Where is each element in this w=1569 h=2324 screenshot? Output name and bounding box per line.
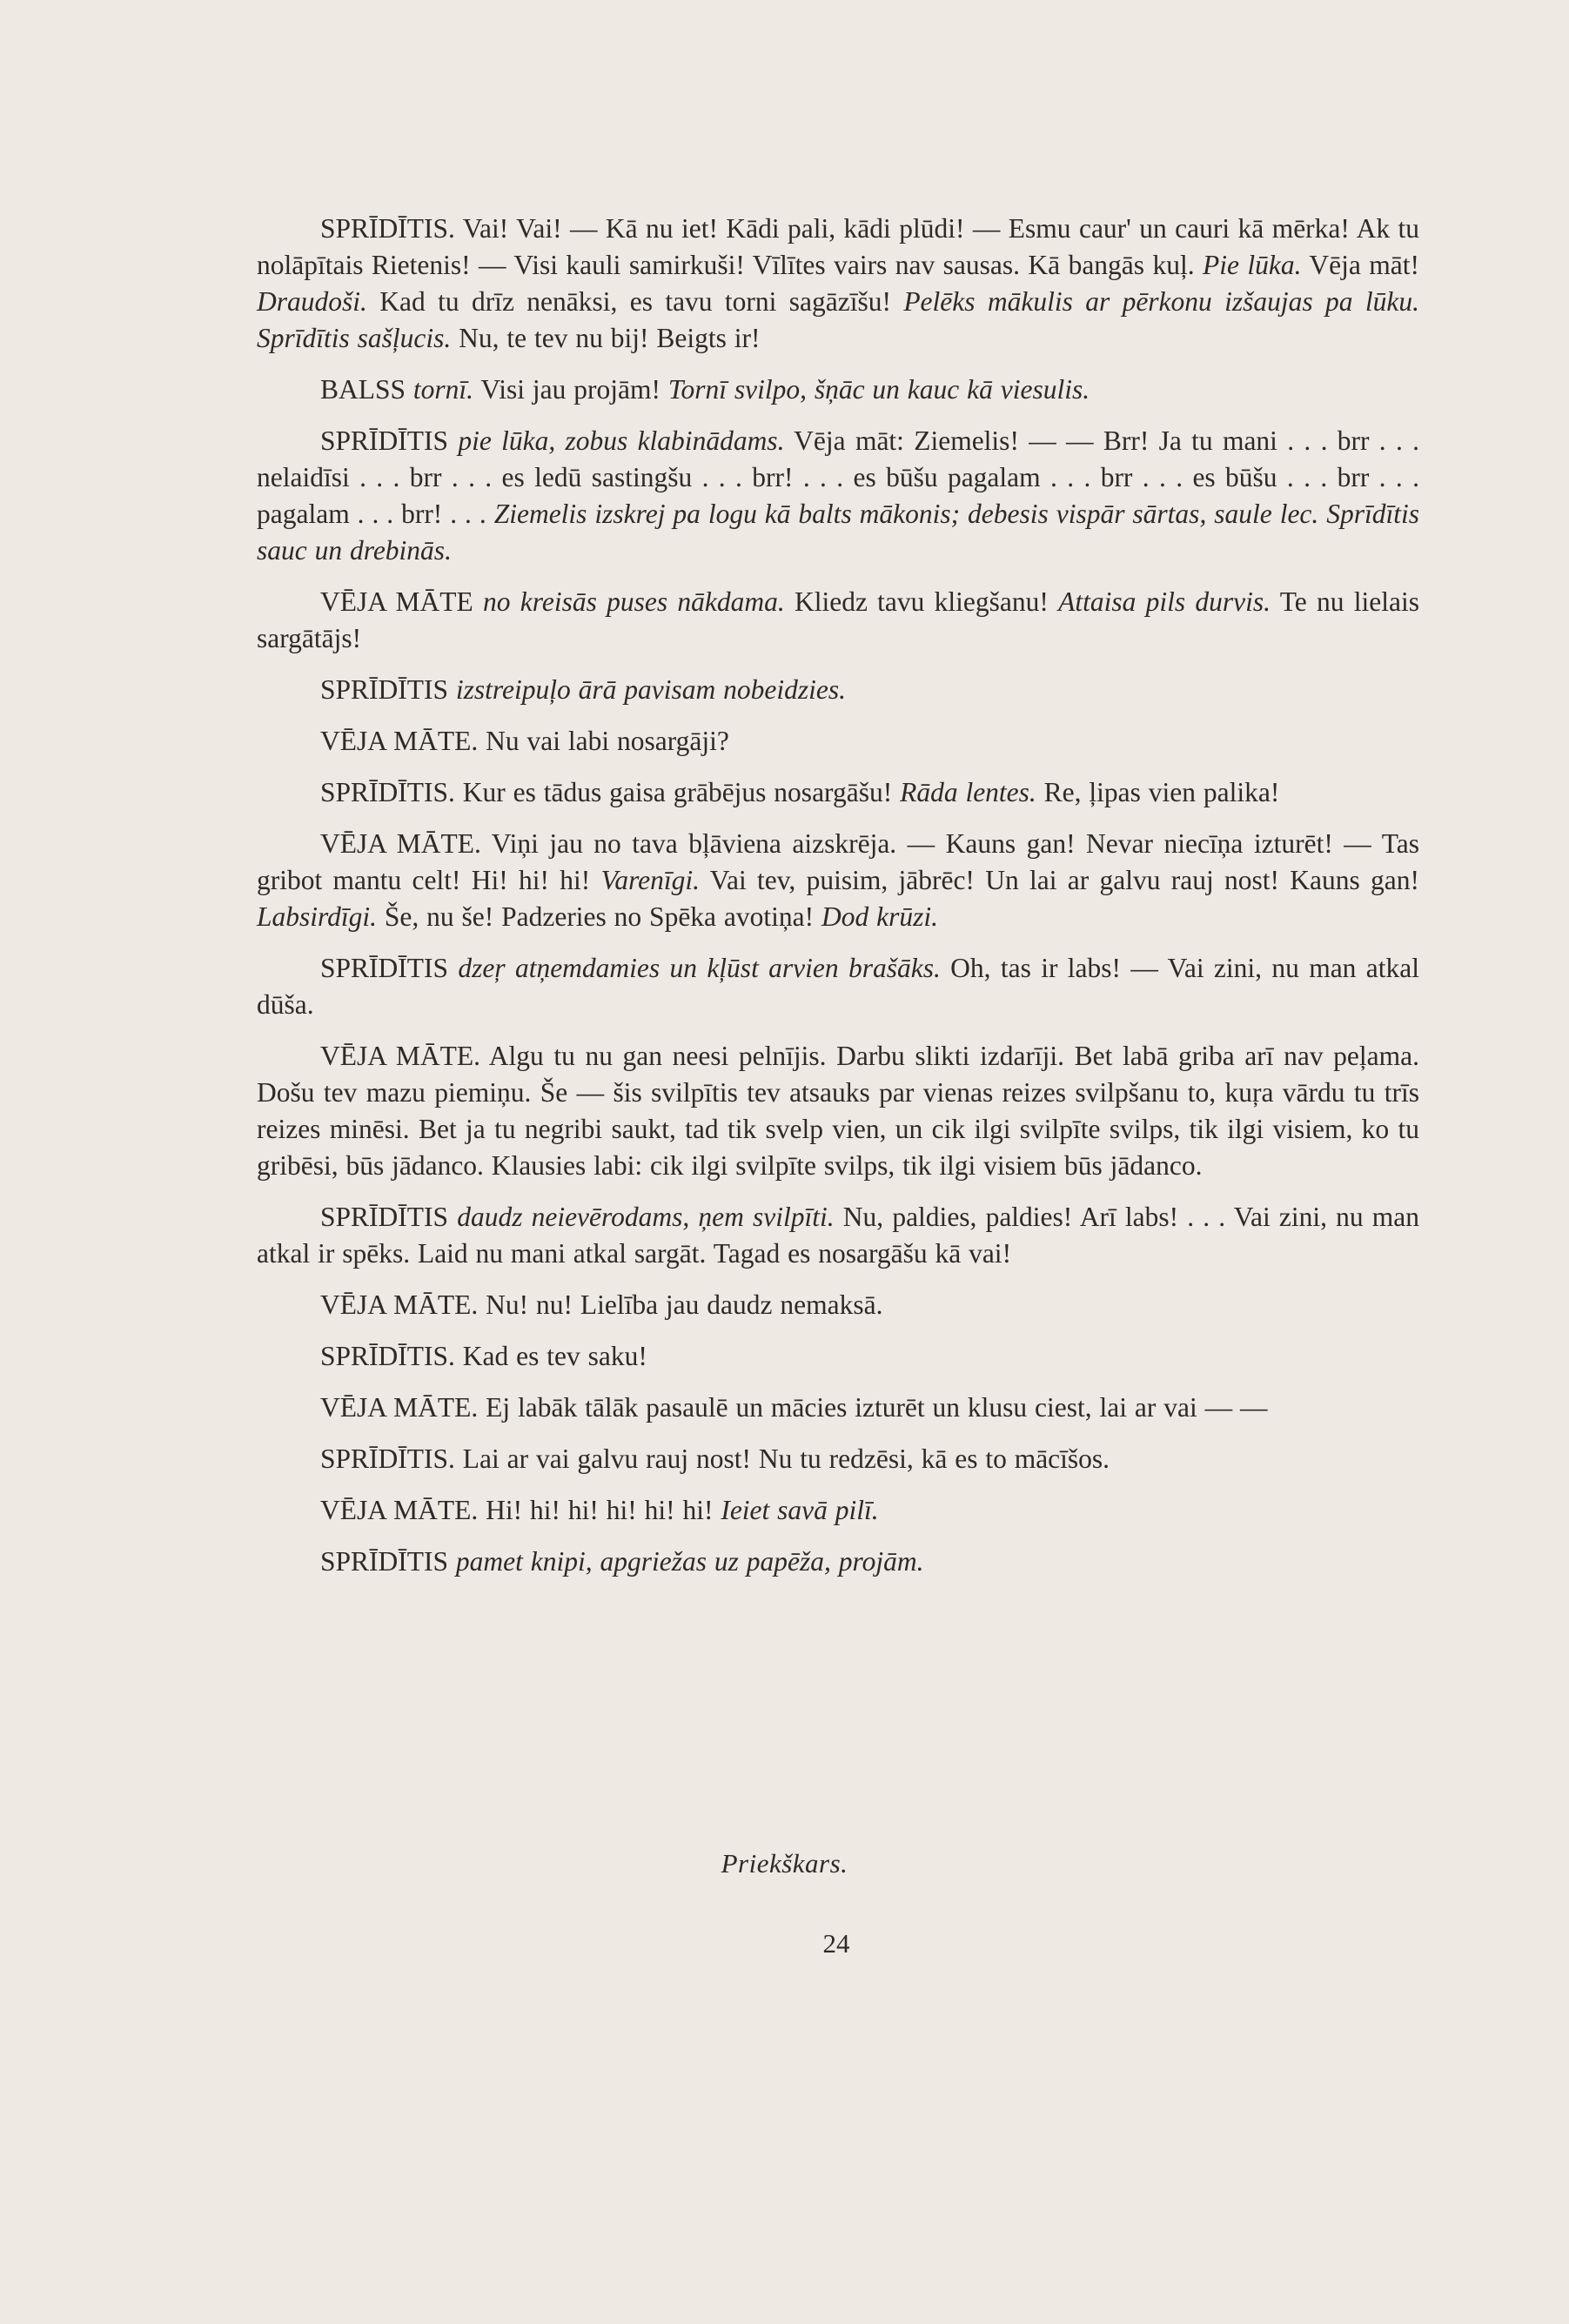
- stage-direction: Dod krūzi.: [821, 901, 938, 932]
- dialogue-text: Vai tev, puisim, jābrēc! Un lai ar galvu rauj nost! Kauns gan!: [700, 865, 1419, 895]
- dialogue-text: VĒJA MĀTE. Algu tu nu gan neesi pelnījis. Darbu slikti izdarīji. Bet labā griba arī nav peļama. Došu tev mazu piemiņu. Še — šis svilpītis tev atsauks par vienas reizes svilpšanu to, kuŗa vārdu tu trīs reizes minēsi. Bet ja tu negribi saukt, tad tik svelp vien, un cik ilgi svilpīte svilps, tik ilgi visiem, ko tu gribēsi, būs jādanco. Klausies labi: cik ilgi svilpīte svilps, tik ilgi visiem būs jādanco.: [257, 1041, 1419, 1181]
- paragraph: [257, 584, 1419, 657]
- closing-text: Priekškars.: [721, 1848, 848, 1879]
- page-number: 24: [822, 1928, 850, 1959]
- closing-stage-direction: [0, 1848, 1569, 1879]
- dialogue-text: Še, nu še! Padzeries no Spēka avotiņa!: [377, 901, 821, 932]
- paragraph: [257, 1441, 1419, 1477]
- dialogue-text: VĒJA MĀTE. Nu vai labi nosargāji?: [320, 726, 729, 756]
- stage-direction: izstreipuļo ārā pavisam nobeidzies.: [455, 674, 846, 705]
- stage-direction: no kreisās puses nākdama.: [483, 586, 785, 617]
- paragraph: [257, 372, 1419, 408]
- paragraph: [257, 774, 1419, 811]
- stage-direction: tornī.: [412, 374, 474, 405]
- paragraph: [257, 826, 1419, 935]
- stage-direction: dzeŗ atņemdamies un kļūst arvien brašāks.: [458, 953, 941, 983]
- dialogue-text: SPRĪDĪTIS: [320, 674, 456, 705]
- paragraph: [257, 1492, 1419, 1529]
- dialogue-text: BALSS: [320, 374, 413, 405]
- dialogue-text: SPRĪDĪTIS: [320, 953, 459, 983]
- dialogue-text: VĒJA MĀTE. Ej labāk tālāk pasaulē un mācies izturēt un klusu ciest, lai ar vai — —: [320, 1392, 1268, 1423]
- dialogue-text: Re, ļipas vien palika!: [1036, 777, 1280, 807]
- dialogue-text: VĒJA MĀTE. Hi! hi! hi! hi! hi! hi!: [320, 1495, 721, 1525]
- dialogue-text: SPRĪDĪTIS: [320, 425, 459, 456]
- dialogue-text: SPRĪDĪTIS. Kur es tādus gaisa grābējus nosargāšu!: [320, 777, 901, 807]
- stage-direction: pamet knipi, apgriežas uz papēža, projām.: [455, 1546, 924, 1577]
- stage-direction: Labsirdīgi.: [257, 901, 377, 932]
- dialogue-text: Visi jau projām!: [473, 374, 668, 405]
- paragraph: [257, 211, 1419, 357]
- stage-direction: daudz neievērodams, ņem svilpīti.: [457, 1202, 835, 1232]
- dialogue-text: Vēja māt: Ziemelis! — — Brr! Ja tu mani . . . brr . . . nelaidīsi . . . brr . . . es ledū sastingšu . . . brr! . . . es būšu pagalam . . . brr . . . es būšu . . . brr . . . pagalam . . . brr! . . .: [257, 425, 1419, 529]
- dialogue-text: VĒJA MĀTE. Nu! nu! Lielība jau daudz nemaksā.: [320, 1289, 883, 1320]
- paragraph: [257, 423, 1419, 569]
- stage-direction: Attaisa pils durvis.: [1058, 586, 1271, 617]
- dialogue-text: Kliedz tavu kliegšanu!: [784, 586, 1059, 617]
- dialogue-text: Nu, paldies, paldies! Arī labs! . . . Vai zini, nu man atkal ir spēks. Laid nu mani atkal sargāt. Tagad es nosargāšu kā vai!: [257, 1202, 1420, 1269]
- paragraph: [257, 1287, 1419, 1323]
- paragraph: [257, 672, 1419, 708]
- paragraph: [257, 1390, 1419, 1426]
- paragraph: [257, 950, 1419, 1023]
- stage-direction: Tornī svilpo, šņāc un kauc kā viesulis.: [667, 374, 1090, 405]
- dialogue-text: Oh, tas ir labs! — Vai zini, nu man atkal dūša.: [257, 953, 1419, 1020]
- stage-direction: Varenīgi.: [600, 865, 701, 895]
- stage-direction: pie lūka, zobus klabinādams.: [458, 425, 785, 456]
- dialogue-text: Vēja māt!: [1301, 250, 1419, 280]
- dialogue-text: VĒJA MĀTE. Viņi jau no tava bļāviena aizskrēja. — Kauns gan! Nevar niecīņa izturēt! — Tas gribot mantu celt! Hi! hi! hi!: [257, 828, 1419, 895]
- dialogue-text: SPRĪDĪTIS. Vai! Vai! — Kā nu iet! Kādi pali, kādi plūdi! — Esmu caur' un cauri kā mērka! Ak tu nolāpītais Rietenis! — Visi kauli samirkuši! Vīlītes vairs nav sausas. Kā bangās kuļ.: [257, 213, 1419, 280]
- text-body: [257, 211, 1419, 1595]
- paragraph: [257, 723, 1419, 760]
- dialogue-text: Te nu lielais sargātājs!: [257, 586, 1419, 653]
- paragraph: [257, 1544, 1419, 1580]
- stage-direction: Rāda lentes.: [900, 777, 1036, 807]
- stage-direction: Draudoši.: [257, 286, 367, 317]
- paragraph: [257, 1038, 1419, 1184]
- dialogue-text: VĒJA MĀTE: [320, 586, 484, 617]
- stage-direction: Pie lūka.: [1203, 250, 1302, 280]
- stage-direction: Ziemelis izskrej pa logu kā balts mākonis; debesis vispār sārtas, saule lec. Sprīdītis sauc un drebinās.: [257, 499, 1419, 566]
- paragraph: [257, 1199, 1419, 1272]
- dialogue-text: SPRĪDĪTIS: [320, 1202, 458, 1232]
- stage-direction: Pelēks mākulis ar pērkonu izšaujas pa lūku. Sprīdītis sašļucis.: [257, 286, 1419, 353]
- stage-direction: Ieiet savā pilī.: [721, 1495, 879, 1525]
- dialogue-text: SPRĪDĪTIS: [320, 1546, 456, 1577]
- dialogue-text: Kad tu drīz nenāksi, es tavu torni sagāzīšu!: [366, 286, 904, 317]
- dialogue-text: SPRĪDĪTIS. Kad es tev saku!: [320, 1341, 647, 1371]
- dialogue-text: Nu, te tev nu bij! Beigts ir!: [451, 323, 761, 353]
- dialogue-text: SPRĪDĪTIS. Lai ar vai galvu rauj nost! Nu tu redzēsi, kā es to mācīšos.: [320, 1443, 1110, 1474]
- paragraph: [257, 1338, 1419, 1375]
